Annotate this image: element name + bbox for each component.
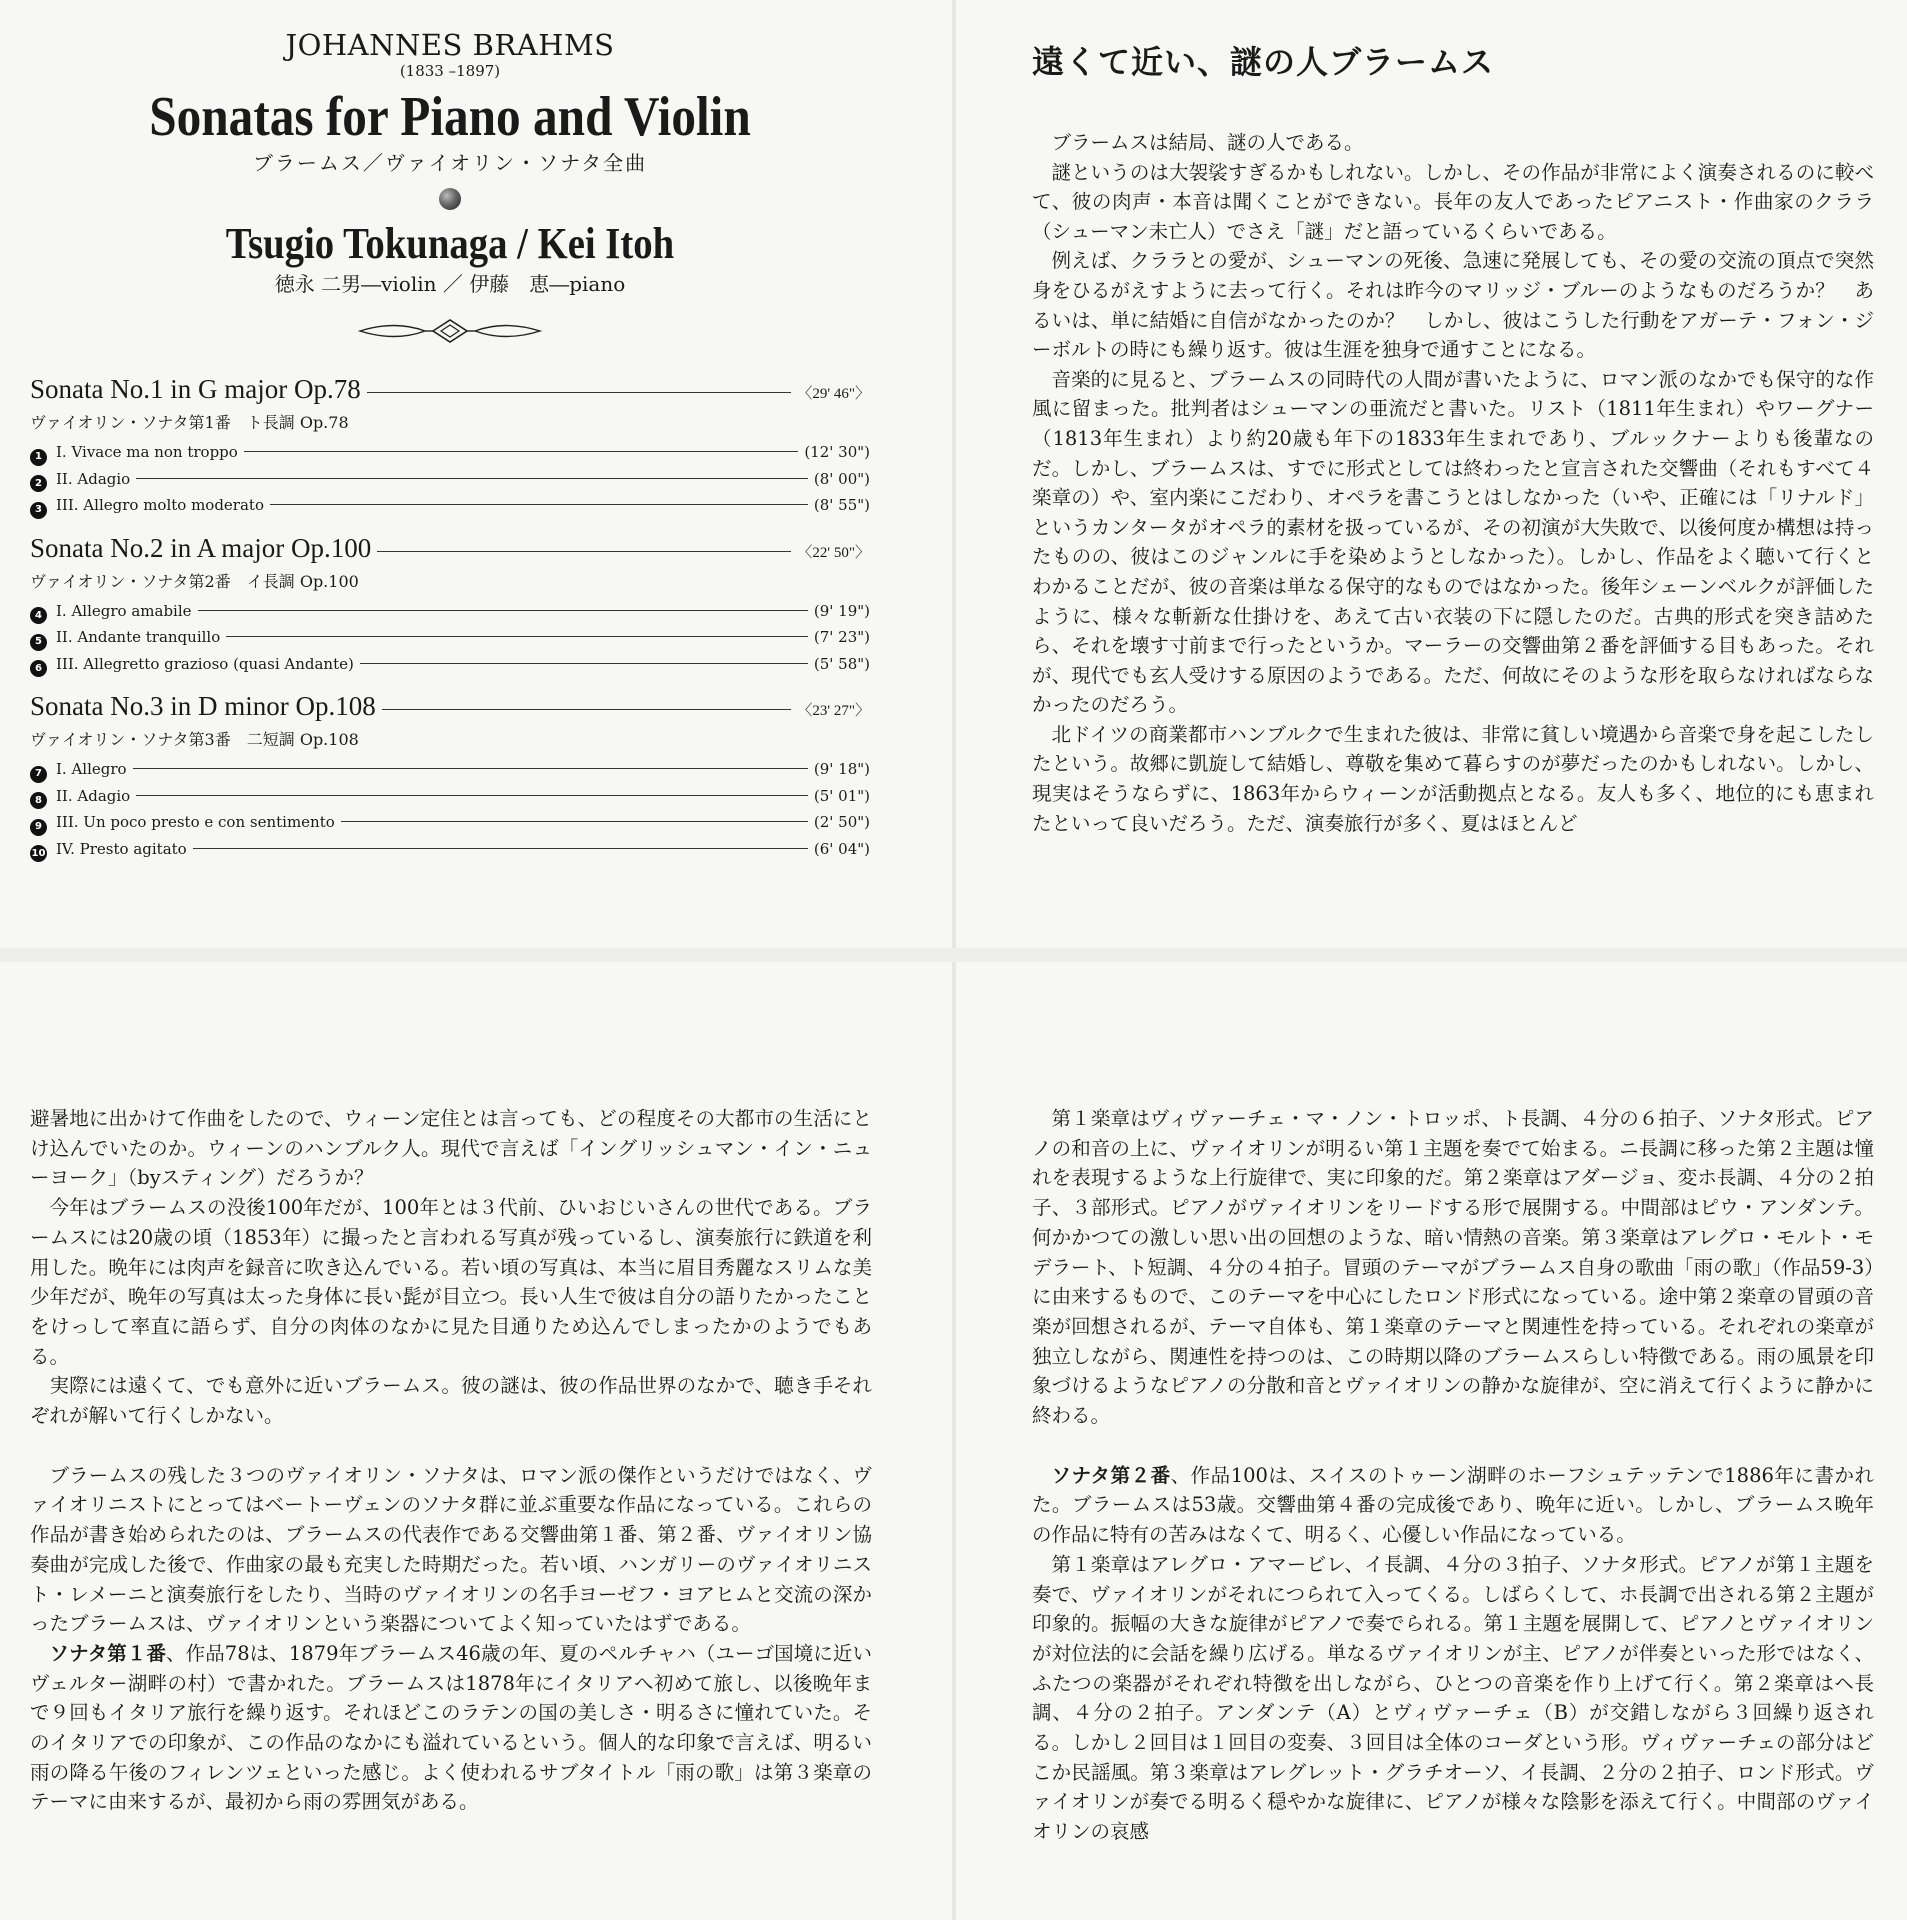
movement-row xyxy=(30,466,870,493)
track-number-badge: 8 xyxy=(30,792,47,809)
paragraph: 避暑地に出かけて作曲をしたので、ウィーン定住とは言っても、どの程度その大都市の生活にとけ込んでいたのか。ウィーンのハンブルク人。現代で言えば「イングリッシュマン・イン・ニューヨーク」（byスティング）だろうか？ xyxy=(30,1107,872,1190)
paragraph: ブラームスの残した３つのヴァイオリン・ソナタは、ロマン派の傑作というだけではなく、ヴァイオリニストにとってはベートーヴェンのソナタ群に並ぶ重要な作品になっている。これらの作品が書き始められたのは、ブラームスの代表作である交響曲第１番、第２番、ヴァイオリン協奏曲が完成した後で、作曲家の最も充実した時期だった。若い頃、ハンガリーのヴァイオリニスト・レメーニと演奏旅行をしたり、当時のヴァイオリンの名手ヨーゼフ・ヨアヒムと交流の深かったブラームスは、ヴァイオリンという楽器についてよく知っていたはずである。 xyxy=(30,1463,872,1636)
leader-line xyxy=(133,768,808,769)
sonata-subtitle-jp: ヴァイオリン・ソナタ第3番 二短調 Op.108 xyxy=(30,730,359,749)
sonata-block xyxy=(30,689,870,862)
essay-text-top-right xyxy=(1032,128,1874,838)
movement-duration: (6' 04") xyxy=(813,839,870,858)
movement-title: I. Vivace ma non troppo xyxy=(56,443,238,461)
sonata-block xyxy=(30,531,870,678)
sonata-heading xyxy=(30,372,870,411)
movement-row xyxy=(30,492,870,519)
flourish-ornament-icon xyxy=(355,316,545,346)
sonata-1-text: 、作品78は、1879年ブラームス46歳の年、夏のペルチャハ（ユーゴ国境に近いヴェルター湖畔の村）で書かれた。ブラームスは1878年にイタリアへ初めて旅し、以後晩年まで９回もイタリア旅行を繰り返す。それほどこのラテンの国の美しさ・明るさに憧れていた。そのイタリアでの印象が、この作品のなかにも溢れているという。個人的な印象で言えば、明るい雨の降る午後のフィレンツェといった感じ。よく使われるサブタイトル「雨の歌」は第３楽章のテーマに由来するが、最初から雨の雰囲気がある。 xyxy=(30,1641,873,1814)
movement-row xyxy=(30,756,870,783)
movement-duration: (8' 55") xyxy=(813,496,870,514)
movement-row xyxy=(30,624,870,651)
leader-line xyxy=(270,504,808,505)
sonata-2-text: 、作品100は、スイスのトゥーン湖畔のホーフシュテッテンで1886年に書かれた。ブラームスは53歳。交響曲第４番の完成後であり、晩年に近い。しかし、ブラームス晩年の作品に特有の苦みはなくて、明るく、心優しい作品になっている。 xyxy=(1032,1463,1874,1547)
sonata-block xyxy=(30,372,870,519)
composer-name: JOHANNES BRAHMS xyxy=(285,28,615,62)
movement-duration: (7' 23") xyxy=(813,628,870,646)
movement-title: I. Allegro amabile xyxy=(56,601,192,620)
leader-line xyxy=(198,610,808,611)
sonata-list xyxy=(30,372,870,862)
movement-duration: (5' 58") xyxy=(813,654,870,673)
paragraph xyxy=(1032,1461,1874,1550)
essay-column-bottom-left xyxy=(30,1104,872,1817)
movement-row xyxy=(30,651,870,678)
leader-line xyxy=(193,848,808,849)
album-title-jp: ブラームス／ヴァイオリン・ソナタ全曲 xyxy=(252,151,648,175)
movement-row xyxy=(30,836,870,863)
paragraph: ブラームスは結局、謎の人である。 xyxy=(1051,131,1364,154)
movement-duration: (12' 30") xyxy=(804,443,870,461)
movement-row xyxy=(30,598,870,625)
movement-title: III. Allegretto grazioso (quasi Andante) xyxy=(56,654,354,673)
sonata-heading xyxy=(30,531,870,570)
track-number-badge: 9 xyxy=(30,819,47,836)
page-gutter-horizontal xyxy=(0,948,1907,962)
track-number-badge: 4 xyxy=(30,607,47,624)
composer-dates: (1833 –1897) xyxy=(399,62,501,80)
leader-line xyxy=(136,478,808,479)
movement-duration: (9' 19") xyxy=(813,601,870,620)
paragraph-gap xyxy=(1032,1431,1874,1461)
movement-title: II. Adagio xyxy=(56,786,131,805)
movement-duration: (5' 01") xyxy=(813,786,870,805)
performers-jp: 徳永 二男―violin ／ 伊藤 恵―piano xyxy=(274,272,626,296)
leader-line xyxy=(341,821,808,822)
movement-duration: (9' 18") xyxy=(813,760,870,778)
track-number-badge: 2 xyxy=(30,475,47,492)
sonata-duration: 〈29' 46"〉 xyxy=(797,386,870,402)
sonata-title: Sonata No.1 in G major Op.78 xyxy=(30,374,361,404)
paragraph: 実際には遠くて、でも意外に近いブラームス。彼の謎は、彼の作品世界のなかで、聴き手それぞれが解いて行くしかない。 xyxy=(30,1374,872,1428)
track-number-badge: 10 xyxy=(30,845,47,862)
leader-line xyxy=(360,663,808,664)
essay-text-bottom-right xyxy=(1032,1104,1874,1847)
paragraph: 音楽的に見ると、ブラームスの同時代の人間が書いたように、ロマン派のなかでも保守的な作風に留まった。批判者はシューマンの亜流だと書いた。リスト（1811年生まれ）やワーグナー（1813年生まれ）より約20歳も年下の1833年生まれであり、ブルックナーよりも後輩なのだ。しかし、ブラームスは、すでに形式としては終わったと宣言された交響曲（それもすべて４楽章の）や、室内楽にこだわり、オペラを書こうとはしなかった（いや、正確には「リナルド」というカンタータがオペラ的素材を扱っているが、その初演が大失敗で、以後何度か構想は持ったものの、彼はこのジャンルに手を染めようとしなかった）。しかし、作品をよく聴いて行くとわかることだが、彼の音楽は単なる保守的なものではなかった。後年シェーンベルクが評価したように、様々な斬新な仕掛けを、あえて古い衣装の下に隠したのだ。古典的形式を突き詰めたら、それを壊す寸前まで行ったというか。マーラーの交響曲第２番を評価する目もあった。それが、現代でも玄人受けする原因のようである。ただ、何故にそのような形を取らなければならなかったのだろう。 xyxy=(1032,367,1874,717)
paragraph: 第１楽章はアレグロ・アマービレ、イ長調、４分の３拍子、ソナタ形式。ピアノが第１主題を奏で、ヴァイオリンがそれにつられて入ってくる。しばらくして、ホ長調で出される第２主題が印象的。振幅の大きな旋律がピアノで奏でられる。第１主題を展開して、ピアノとヴァイオリンが対位法的に会話を繰り広げる。単なるヴァイオリンが主、ピアノが伴奏といった形ではなく、ふたつの楽器がそれぞれ特徴を出しながら、ひとつの音楽を作り上げて行く。第２楽章はヘ長調、４分の２拍子。アンダンテ（A）とヴィヴァーチェ（B）が交錯しながら３回繰り返される。しかし２回目は１回目の変奏、３回目は全体のコーダという形。ヴィヴァーチェの部分はどこか民謡風。第３楽章はアレグレット・グラチオーソ、イ長調、２分の２拍子、ロンド形式。ヴァイオリンが奏でる明るく穏やかな旋律に、ピアノが様々な陰影を添えて行く。中間部のヴァイオリンの哀感 xyxy=(1032,1552,1874,1844)
paragraph: 例えば、クララとの愛が、シューマンの死後、急速に発展しても、その愛の交流の頂点で突然身をひるがえすように去って行く。それは昨今のマリッジ・ブルーのようなものだろうか？ あるいは、単に結婚に自信がなかったのか？ しかし、彼はこうした行動をアガーテ・フォン・ジーボルトの時にも繰り返す。彼は生涯を独身で通すことになる。 xyxy=(1032,249,1874,362)
sonata-duration: 〈22' 50"〉 xyxy=(797,544,870,561)
sonata-heading xyxy=(30,689,870,728)
paragraph-gap xyxy=(30,1431,872,1461)
movement-title: IV. Presto agitato xyxy=(56,839,187,858)
essay-text-bottom-left xyxy=(30,1104,872,1817)
sonata-subtitle-jp: ヴァイオリン・ソナタ第2番 イ長調 Op.100 xyxy=(30,571,359,591)
leader-line xyxy=(244,451,799,452)
movement-row xyxy=(30,809,870,836)
movement-title: III. Allegro molto moderato xyxy=(56,496,264,514)
movement-title: III. Un poco presto e con sentimento xyxy=(56,813,335,831)
leader-line xyxy=(136,795,808,796)
leader-line xyxy=(382,709,792,710)
movement-duration: (2' 50") xyxy=(813,813,870,831)
paragraph: 謎というのは大袈裟すぎるかもしれない。しかし、その作品が非常によく演奏されるのに較べて、彼の肉声・本音は聞くことができない。長年の友人であったピアニスト・作曲家のクララ（シューマン未亡人）でさえ「謎」だと語っているくらいである。 xyxy=(1032,160,1874,243)
performers: Tsugio Tokunaga / Kei Itoh xyxy=(225,219,675,268)
sonata-duration: 〈23' 27"〉 xyxy=(797,703,870,719)
leader-line xyxy=(367,392,792,393)
movement-duration: (8' 00") xyxy=(813,469,870,488)
sonata-title: Sonata No.3 in D minor Op.108 xyxy=(30,691,376,721)
essay-title: 遠くて近い、謎の人ブラームス xyxy=(1032,43,1495,81)
leader-line xyxy=(377,551,791,552)
sphere-ornament-icon xyxy=(439,188,461,210)
leader-line xyxy=(226,636,808,637)
track-number-badge: 5 xyxy=(30,634,47,651)
album-title: Sonatas for Piano and Violin xyxy=(149,86,751,148)
track-number-badge: 3 xyxy=(30,502,47,519)
tracklist-panel xyxy=(30,28,870,898)
movement-row xyxy=(30,783,870,810)
track-number-badge: 6 xyxy=(30,660,47,677)
movement-title: I. Allegro xyxy=(56,760,127,778)
track-number-badge: 1 xyxy=(30,449,47,466)
sonata-1-lead: ソナタ第１番 xyxy=(49,1641,167,1665)
track-number-badge: 7 xyxy=(30,766,47,783)
sonata-subtitle-jp: ヴァイオリン・ソナタ第1番 ト長調 Op.78 xyxy=(30,413,349,432)
paragraph xyxy=(30,1639,872,1817)
paragraph: 第１楽章はヴィヴァーチェ・マ・ノン・トロッポ、ト長調、４分の６拍子、ソナタ形式。ピアノの和音の上に、ヴァイオリンが明るい第１主題を奏でて始まる。ニ長調に移った第２主題は憧れを表現するような上行旋律で、実に印象的だ。第２楽章はアダージョ、変ホ長調、４分の２拍子、３部形式。ピアノがヴァイオリンをリードする形で展開する。中間部はピウ・アンダンテ。何かかつての激しい思い出の回想のような、暗い情熱の音楽。第３楽章はアレグロ・モルト・モデラート、ト短調、４分の４拍子。冒頭のテーマがブラームス自身の歌曲「雨の歌」（作品59-3）に由来するもので、このテーマを中心にしたロンド形式になっている。途中第２楽章の冒頭の音楽が回想されるが、テーマ自体も、第１楽章のテーマと関連性を持っている。それぞれの楽章が独立しながら、関連性を持つのは、この時期以降のブラームスらしい特徴である。雨の風景を印象づけるようなピアノの分散和音とヴァイオリンの静かな旋律が、空に消えて行くように静かに終わる。 xyxy=(1032,1107,1874,1428)
movement-title: II. Adagio xyxy=(56,469,131,488)
essay-column-top-right xyxy=(1032,40,1874,838)
paragraph: 北ドイツの商業都市ハンブルクで生まれた彼は、非常に貧しい境遇から音楽で身を起こしたしたという。故郷に凱旋して結婚し、尊敬を集めて暮らすのが夢だったのかもしれない。しかし、現実はそうならずに、1863年からウィーンが活動拠点となる。友人も多く、地位的にも恵まれたといって良いだろう。ただ、演奏旅行が多く、夏はほとんど xyxy=(1032,722,1874,835)
sonata-2-lead: ソナタ第２番 xyxy=(1051,1463,1171,1487)
sonata-title: Sonata No.2 in A major Op.100 xyxy=(30,532,372,563)
essay-column-bottom-right xyxy=(1032,1104,1874,1847)
paragraph: 今年はブラームスの没後100年だが、100年とは３代前、ひいおじいさんの世代である。ブラームスには20歳の頃（1853年）に撮ったと言われる写真が残っているし、演奏旅行に鉄道を利用した。晩年には肉声を録音に吹き込んでいる。若い頃の写真は、本当に眉目秀麗なスリムな美少年だが、晩年の写真は太った身体に長い髭が目立つ。長い人生で彼は自分の語りたかったことをけっして率直に語らず、自分の肉体のなかに見た目通りため込んでしまったかのようでもある。 xyxy=(30,1196,872,1368)
movement-title: II. Andante tranquillo xyxy=(56,628,221,646)
movement-row xyxy=(30,439,870,466)
